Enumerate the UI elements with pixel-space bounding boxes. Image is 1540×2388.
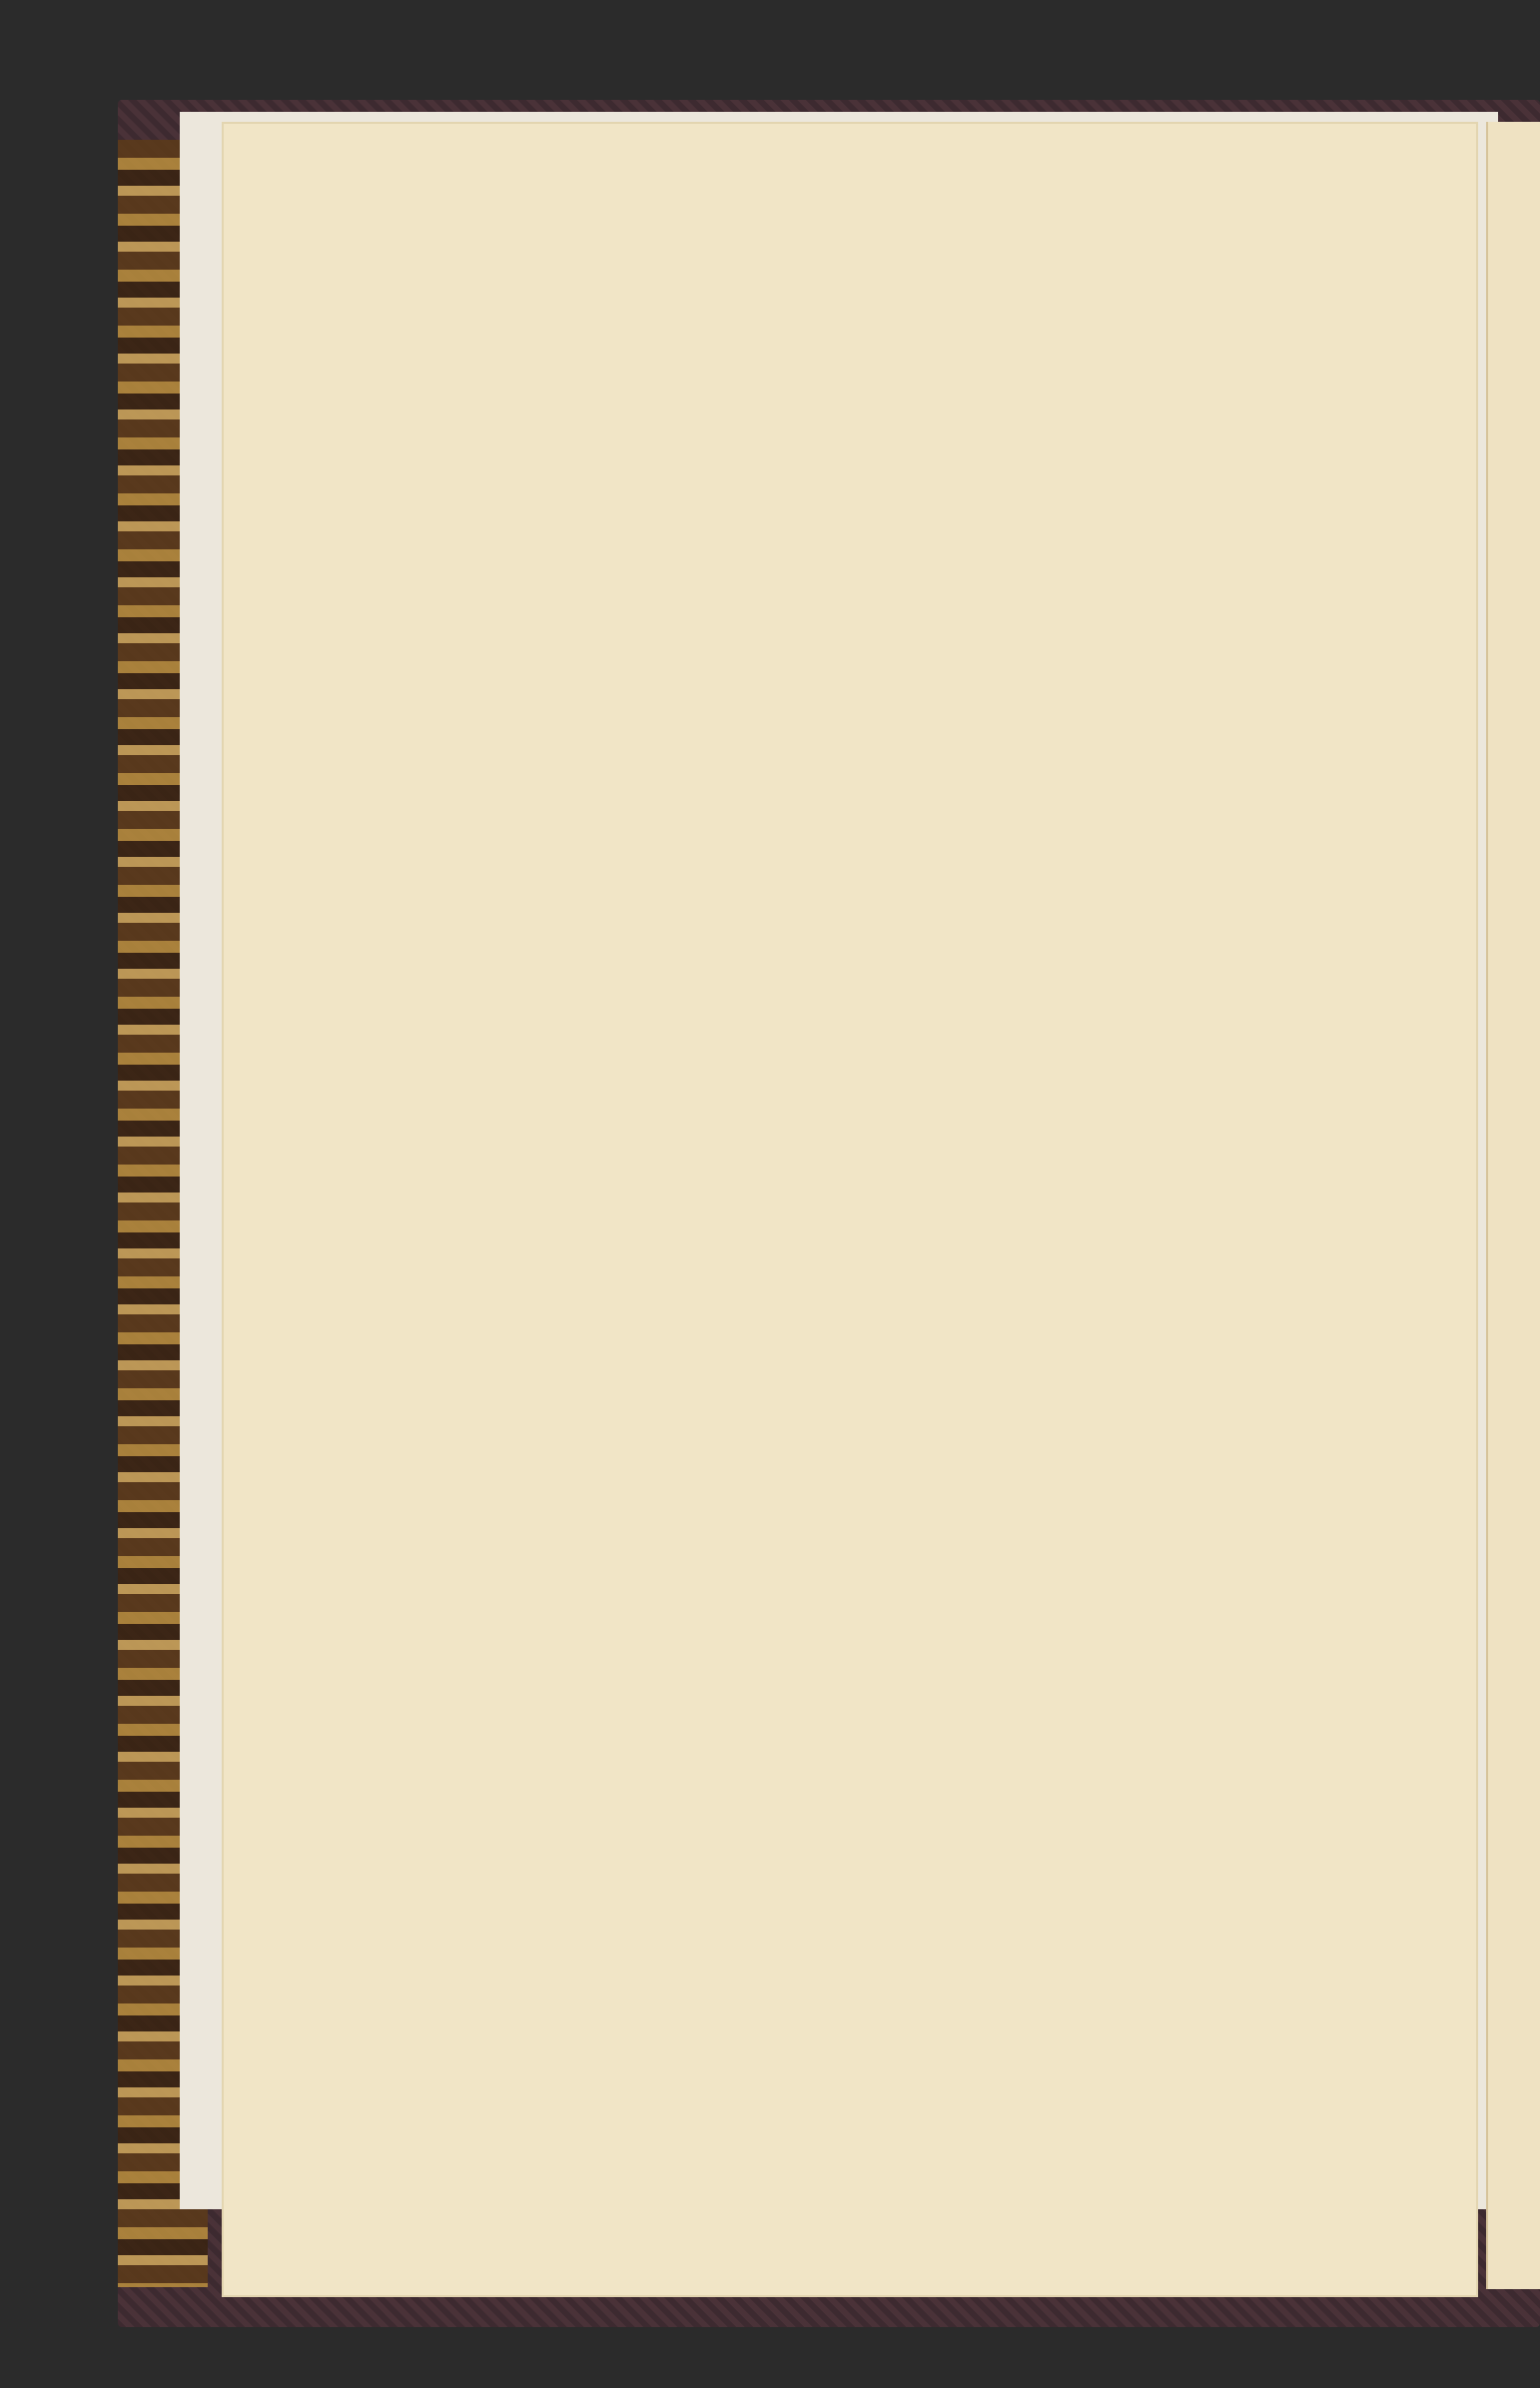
facing-page-edge	[1486, 122, 1540, 2289]
book-page	[222, 122, 1478, 2297]
